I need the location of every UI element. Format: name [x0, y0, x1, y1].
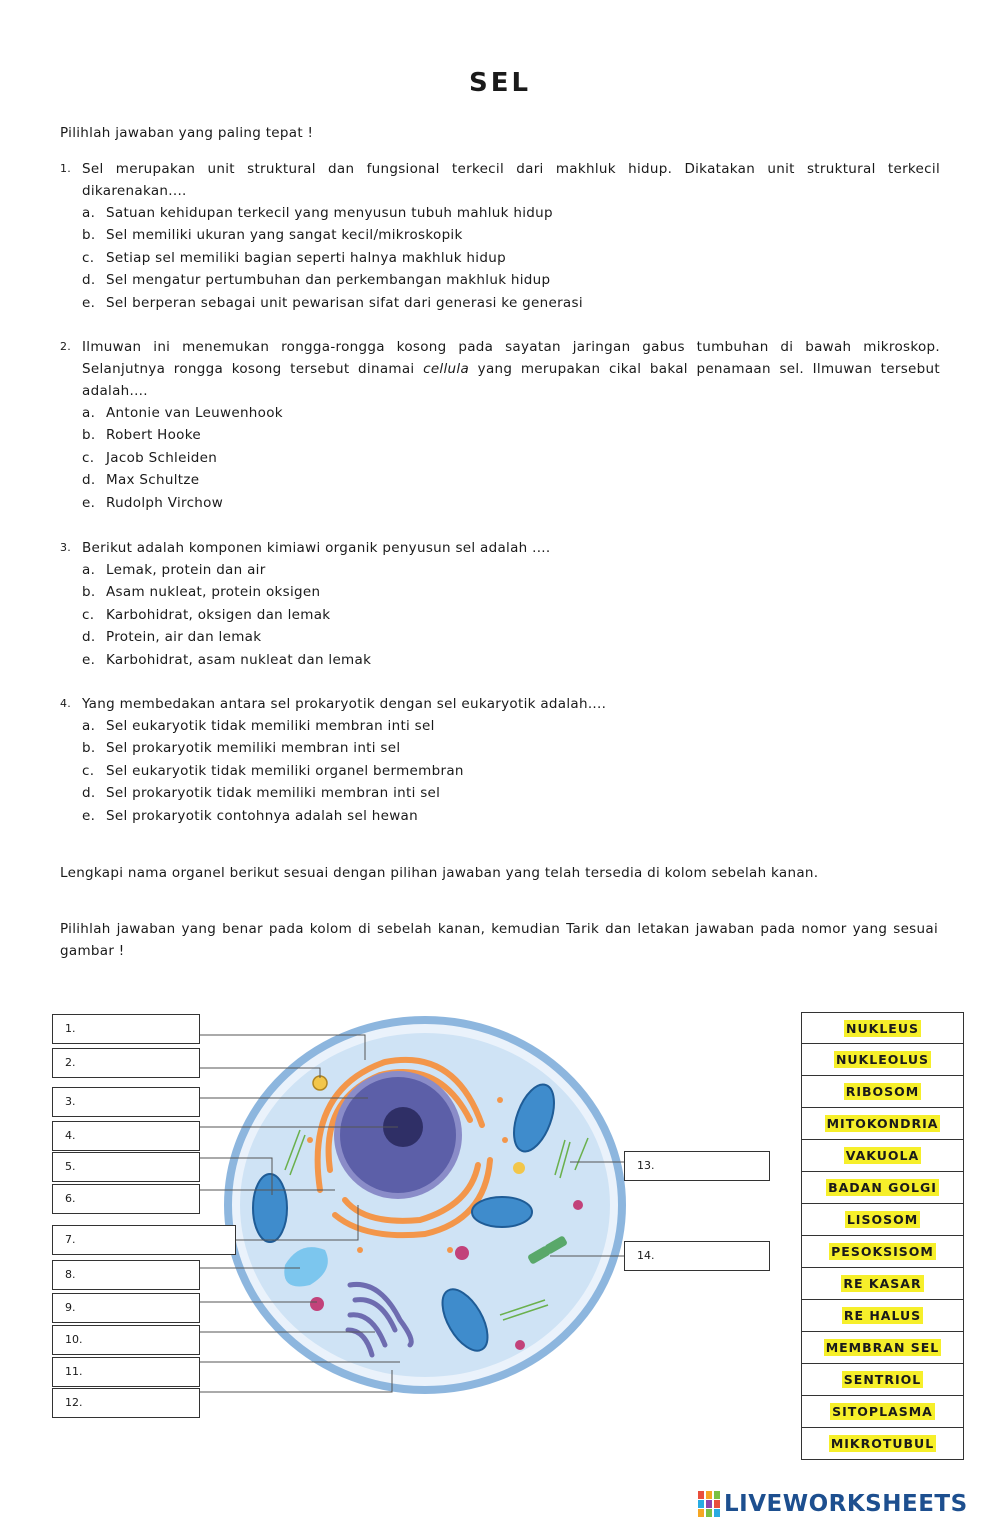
word-option-membran-sel[interactable]: MEMBRAN SEL [801, 1332, 964, 1364]
answer-box-10[interactable]: 10. [52, 1325, 200, 1355]
instruction-text-3: Pilihlah jawaban yang benar pada kolom di sebelah kanan, kemudian Tarik dan letakan jawaban pada nomor yang sesuai gambar ! [60, 921, 938, 959]
option: c. Sel eukaryotik tidak memiliki organel bermembran [82, 762, 464, 779]
word-option-mikrotubul[interactable]: MIKROTUBUL [801, 1428, 964, 1460]
option: c. Jacob Schleiden [82, 449, 218, 466]
word-option-re-halus[interactable]: RE HALUS [801, 1300, 964, 1332]
liveworksheets-logo [698, 1490, 968, 1518]
question-stem: Ilmuwan ini menemukan rongga-rongga kosong pada sayatan jaringan gabus tumbuhan di bawah mikroskop. Selanjutnya rongga kosong tersebut dinamai cellula yang merupakan cikal bakal penamaan sel. Ilmuwan tersebut adalah.... [82, 339, 940, 399]
option: a. Antonie van Leuwenhook [82, 405, 283, 421]
option: a. Satuan kehidupan terkecil yang menyusun tubuh mahluk hidup [82, 205, 553, 221]
word-option-sitoplasma[interactable]: SITOPLASMA [801, 1396, 964, 1428]
option: b. Robert Hooke [82, 427, 201, 444]
option: b. Sel prokaryotik memiliki membran inti sel [82, 740, 401, 757]
answer-box-1[interactable]: 1. [52, 1014, 200, 1044]
option: e. Sel berperan sebagai unit pewarisan sifat dari generasi ke generasi [82, 294, 583, 311]
word-bank [801, 1012, 964, 1460]
option: b. Asam nukleat, protein oksigen [82, 584, 321, 601]
question-number: 2. [60, 340, 72, 353]
logo-icon [698, 1491, 720, 1517]
question-number: 4. [60, 697, 72, 710]
answer-box-8[interactable]: 8. [52, 1260, 200, 1290]
answer-box-4[interactable]: 4. [52, 1121, 200, 1151]
answer-box-13[interactable]: 13. [624, 1151, 770, 1181]
option: d. Protein, air dan lemak [82, 629, 262, 646]
answer-box-6[interactable]: 6. [52, 1184, 200, 1214]
question-number: 3. [60, 541, 72, 554]
option: a. Sel eukaryotik tidak memiliki membran inti sel [82, 718, 435, 734]
page-title: SEL [468, 68, 532, 98]
logo-text: LIVEWORKSHEETS [724, 1491, 968, 1517]
vesicle [515, 1340, 525, 1350]
instruction-text-2: Lengkapi nama organel berikut sesuai dengan pilihan jawaban yang telah tersedia di kolom sebelah kanan. [60, 865, 819, 881]
word-option-mitokondria[interactable]: MITOKONDRIA [801, 1108, 964, 1140]
option: e. Rudolph Virchow [82, 494, 224, 511]
answer-box-11[interactable]: 11. [52, 1357, 200, 1387]
lysosome [313, 1076, 327, 1090]
option: a. Lemak, protein dan air [82, 562, 266, 578]
question-stem: Berikut adalah komponen kimiawi organik penyusun sel adalah .... [82, 540, 551, 556]
vesicle [310, 1297, 324, 1311]
answer-box-5[interactable]: 5. [52, 1152, 200, 1182]
answer-box-14[interactable]: 14. [624, 1241, 770, 1271]
vesicle [455, 1246, 469, 1260]
answer-box-7[interactable]: 7. [52, 1225, 236, 1255]
word-option-vakuola[interactable]: VAKUOLA [801, 1140, 964, 1172]
word-option-pesoksisom[interactable]: PESOKSISOM [801, 1236, 964, 1268]
option: d. Sel mengatur pertumbuhan dan perkembangan makhluk hidup [82, 272, 551, 289]
word-option-nukleolus[interactable]: NUKLEOLUS [801, 1044, 964, 1076]
word-option-sentriol[interactable]: SENTRIOL [801, 1364, 964, 1396]
option: d. Sel prokaryotik tidak memiliki membran inti sel [82, 785, 441, 802]
instruction-text: Pilihlah jawaban yang paling tepat ! [60, 125, 314, 141]
option: c. Karbohidrat, oksigen dan lemak [82, 606, 331, 623]
answer-box-2[interactable]: 2. [52, 1048, 200, 1078]
option: e. Karbohidrat, asam nukleat dan lemak [82, 651, 372, 668]
question-stem: Sel merupakan unit struktural dan fungsional terkecil dari makhluk hidup. Dikatakan unit struktural terkecil dikarenakan.... [82, 161, 940, 199]
answer-box-9[interactable]: 9. [52, 1293, 200, 1323]
word-option-badan-golgi[interactable]: BADAN GOLGI [801, 1172, 964, 1204]
word-option-nukleus[interactable]: NUKLEUS [801, 1012, 964, 1044]
option: d. Max Schultze [82, 472, 200, 489]
word-option-lisosom[interactable]: LISOSOM [801, 1204, 964, 1236]
answer-box-12[interactable]: 12. [52, 1388, 200, 1418]
peroxisome [513, 1162, 525, 1174]
answer-box-3[interactable]: 3. [52, 1087, 200, 1117]
question-number: 1. [60, 162, 72, 175]
option: c. Setiap sel memiliki bagian seperti halnya makhluk hidup [82, 249, 506, 266]
word-option-ribosom[interactable]: RIBOSOM [801, 1076, 964, 1108]
question-stem: Yang membedakan antara sel prokaryotik dengan sel eukaryotik adalah.... [82, 696, 607, 712]
option: b. Sel memiliki ukuran yang sangat kecil/mikroskopik [82, 227, 463, 244]
word-option-re-kasar[interactable]: RE KASAR [801, 1268, 964, 1300]
vesicle [573, 1200, 583, 1210]
option: e. Sel prokaryotik contohnya adalah sel hewan [82, 807, 418, 824]
